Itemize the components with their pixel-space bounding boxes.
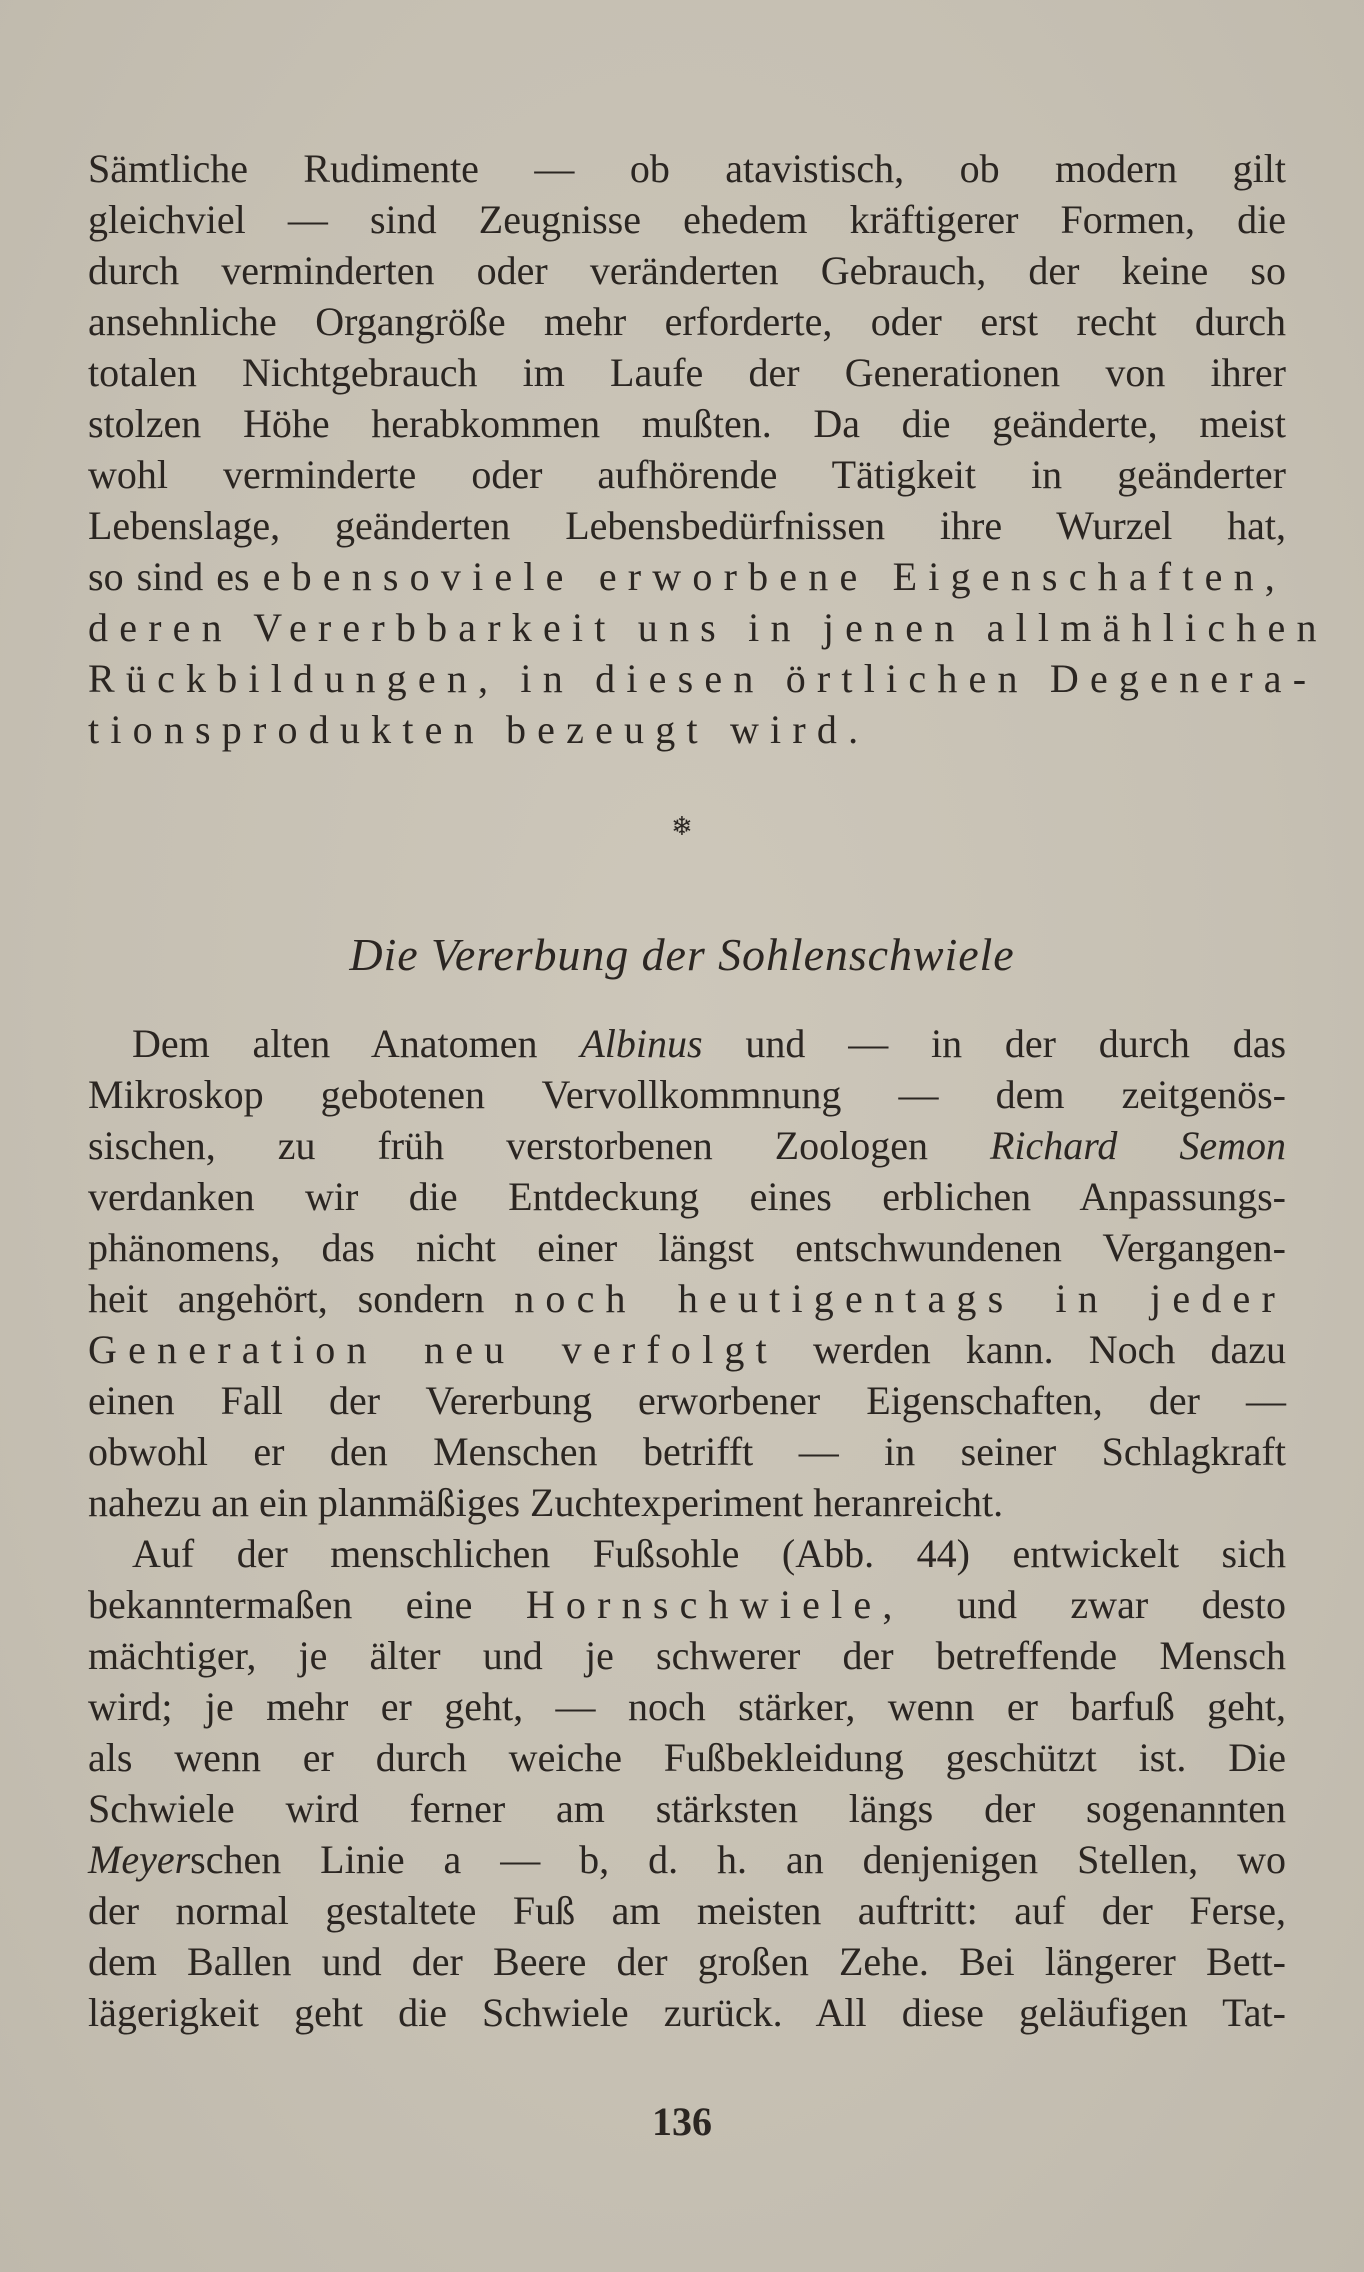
asterism-ornament-icon: ❄ — [671, 812, 693, 842]
text-line: stolzen Höhe herabkommen mußten. Da die geänderte, meist — [88, 401, 1286, 446]
text-line — [88, 551, 1286, 602]
text-line — [88, 1273, 1286, 1324]
text-run: werden kann. Noch dazu — [813, 1327, 1286, 1372]
text-run: schen Linie a — b, d. h. an denjenigen Stellen, wo — [190, 1837, 1286, 1882]
text-line: Mikroskop gebotenen Vervollkommnung — dem zeitgenös- — [88, 1072, 1286, 1117]
section-heading: Die Vererbung der Sohlenschwiele — [349, 929, 1015, 980]
text-run: und zwar desto — [957, 1582, 1287, 1627]
page-number: 136 — [652, 2099, 712, 2144]
text-line: ansehnliche Organgröße mehr erforderte, oder erst recht durch — [88, 299, 1286, 344]
text-line: Lebenslage, geänderten Lebensbedürfnissen ihre Wurzel hat, — [88, 503, 1286, 548]
spaced-emphasis-line: deren Vererbbarkeit uns in jenen allmählichen — [88, 605, 1328, 650]
paragraph-sohlenschwiele — [88, 1018, 1286, 2038]
text-line: gleichviel — sind Zeugnisse ehedem kräftigerer Formen, die — [88, 197, 1286, 242]
spaced-emphasis: noch heutigentags in jeder — [514, 1276, 1286, 1321]
person-name: Albinus — [580, 1021, 703, 1066]
text-line: wohl verminderte oder aufhörende Tätigkeit in geänderter — [88, 452, 1286, 497]
text-line: durch verminderten oder veränderten Gebrauch, der keine so — [88, 248, 1286, 293]
text-run: bekanntermaßen eine — [88, 1582, 473, 1627]
text-line: verdanken wir die Entdeckung eines erblichen Anpassungs- — [88, 1174, 1286, 1219]
text-line — [88, 1834, 1286, 1885]
text-run — [88, 1837, 1286, 1882]
text-run: so sind es — [88, 554, 250, 599]
text-line: obwohl er den Menschen betrifft — in seiner Schlagkraft — [88, 1429, 1286, 1474]
text-line — [88, 1018, 1286, 1069]
text-run: sischen, zu früh verstorbenen Zoologen — [88, 1123, 928, 1168]
text-line: als wenn er durch weiche Fußbekleidung geschützt ist. Die — [88, 1735, 1286, 1780]
text-run: und — in der durch das — [745, 1021, 1287, 1066]
text-line — [88, 1120, 1286, 1171]
text-line: mächtiger, je älter und je schwerer der betreffende Mensch — [88, 1633, 1286, 1678]
text-run: heit angehört, sondern — [88, 1276, 485, 1321]
spaced-emphasis: Generation neu verfolgt — [88, 1327, 778, 1372]
paragraph-rudimente — [88, 143, 1328, 755]
text-line: einen Fall der Vererbung erworbener Eigenschaften, der — — [88, 1378, 1286, 1423]
text-line: wird; je mehr er geht, — noch stärker, wenn er barfuß geht, — [88, 1684, 1286, 1729]
text-line: der normal gestaltete Fuß am meisten auftritt: auf der Ferse, — [88, 1888, 1286, 1933]
text-line: phänomens, das nicht einer längst entschwundenen Vergangen- — [88, 1225, 1286, 1270]
spaced-emphasis: ebensoviele erworbene Eigenschaften, — [262, 554, 1286, 599]
person-name: Meyer — [88, 1837, 191, 1882]
spaced-emphasis-line: Rückbildungen, in diesen örtlichen Degenera- — [88, 656, 1318, 701]
text-line: Auf der menschlichen Fußsohle (Abb. 44) entwickelt sich — [132, 1531, 1286, 1576]
text-line: Sämtliche Rudimente — ob atavistisch, ob modern gilt — [88, 146, 1286, 191]
spaced-emphasis: Hornschwiele, — [525, 1582, 904, 1627]
text-run: Dem alten Anatomen — [132, 1021, 538, 1066]
text-line — [88, 1579, 1286, 1630]
text-line: lägerigkeit geht die Schwiele zurück. All diese geläufigen Tat- — [88, 1990, 1286, 2035]
text-line — [88, 1324, 1286, 1375]
person-name: Richard Semon — [990, 1123, 1287, 1168]
text-line: dem Ballen und der Beere der großen Zehe. Bei längerer Bett- — [88, 1939, 1286, 1984]
text-line: nahezu an ein planmäßiges Zuchtexperiment heranreicht. — [88, 1480, 1004, 1525]
text-line: totalen Nichtgebrauch im Laufe der Generationen von ihrer — [88, 350, 1286, 395]
text-line: Schwiele wird ferner am stärksten längs der sogenannten — [88, 1786, 1286, 1831]
spaced-emphasis-line: tionsprodukten bezeugt wird. — [88, 707, 870, 752]
